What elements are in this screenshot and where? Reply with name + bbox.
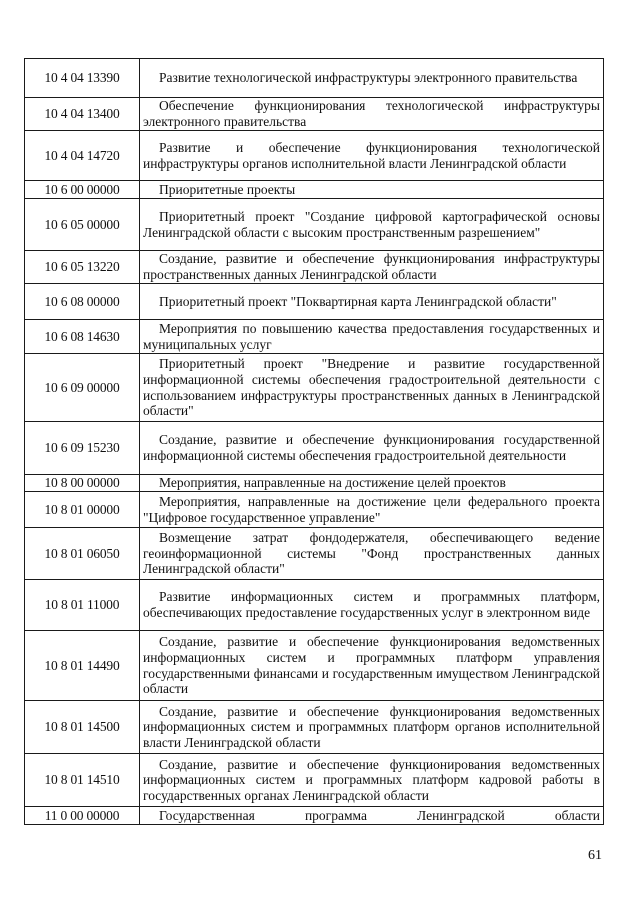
- table-row: [25, 580, 604, 631]
- page-number: 61: [588, 848, 602, 863]
- table-row: [25, 131, 604, 181]
- description-cell: Обеспечение функционирования технологической инфраструктуры электронного правительства: [140, 98, 604, 131]
- description-cell: Мероприятия, направленные на достижение цели федерального проекта "Цифровое государственное управление": [140, 492, 604, 528]
- table-row: [25, 492, 604, 528]
- code-cell: 10 8 01 11000: [25, 580, 140, 631]
- description-cell: Развитие и обеспечение функционирования технологической инфраструктуры органов исполнительной власти Ленинградской области: [140, 131, 604, 181]
- description-cell: Мероприятия, направленные на достижение целей проектов: [140, 475, 604, 492]
- code-cell: 10 6 08 14630: [25, 320, 140, 354]
- table-row: [25, 701, 604, 754]
- code-cell: 10 8 01 06050: [25, 528, 140, 580]
- table-row: [25, 528, 604, 580]
- code-cell: 10 4 04 13390: [25, 59, 140, 98]
- description-cell: Создание, развитие и обеспечение функционирования инфраструктуры пространственных данных Ленинградской области: [140, 251, 604, 284]
- description-cell: Создание, развитие и обеспечение функционирования ведомственных информационных систем и программных платформ кадровой работы в государственных органах Ленинградской области: [140, 754, 604, 807]
- code-cell: 10 6 09 15230: [25, 422, 140, 475]
- code-cell: 10 8 01 14510: [25, 754, 140, 807]
- code-cell: 10 6 00 00000: [25, 181, 140, 199]
- table-row: [25, 251, 604, 284]
- code-cell: 10 4 04 14720: [25, 131, 140, 181]
- description-cell: Возмещение затрат фондодержателя, обеспечивающего ведение геоинформационной системы "Фонд пространственных данных Ленинградской области": [140, 528, 604, 580]
- code-cell: 10 8 01 14500: [25, 701, 140, 754]
- code-cell: 10 6 09 00000: [25, 354, 140, 422]
- budget-codes-table: [24, 58, 604, 825]
- table-row: [25, 181, 604, 199]
- description-cell: Приоритетные проекты: [140, 181, 604, 199]
- table-row: [25, 807, 604, 825]
- description-cell: Приоритетный проект "Поквартирная карта Ленинградской области": [140, 284, 604, 320]
- table-row: [25, 754, 604, 807]
- description-cell: Мероприятия по повышению качества предоставления государственных и муниципальных услуг: [140, 320, 604, 354]
- table-row: [25, 98, 604, 131]
- table-row: [25, 320, 604, 354]
- description-cell: Государственная программа Ленинградской области: [140, 807, 604, 825]
- code-cell: 10 6 08 00000: [25, 284, 140, 320]
- code-cell: 10 6 05 13220: [25, 251, 140, 284]
- table-row: [25, 284, 604, 320]
- table-row: [25, 199, 604, 251]
- code-cell: 10 4 04 13400: [25, 98, 140, 131]
- table-row: [25, 422, 604, 475]
- table-row: [25, 59, 604, 98]
- description-cell: Приоритетный проект "Внедрение и развитие государственной информационной системы обеспечения градостроительной деятельности с использованием инфраструктуры пространственных данных в Ленинградской области": [140, 354, 604, 422]
- code-cell: 10 8 01 00000: [25, 492, 140, 528]
- code-cell: 10 8 00 00000: [25, 475, 140, 492]
- description-cell: Развитие информационных систем и программных платформ, обеспечивающих предоставление государственных услуг в электронном виде: [140, 580, 604, 631]
- description-cell: Создание, развитие и обеспечение функционирования ведомственных информационных систем и программных платформ управления государственными финансами и государственным имуществом Ленинградской области: [140, 631, 604, 701]
- description-cell: Приоритетный проект "Создание цифровой картографической основы Ленинградской области с высоким пространственным разрешением": [140, 199, 604, 251]
- code-cell: 10 6 05 00000: [25, 199, 140, 251]
- description-cell: Развитие технологической инфраструктуры электронного правительства: [140, 59, 604, 98]
- table-row: [25, 475, 604, 492]
- code-cell: 11 0 00 00000: [25, 807, 140, 825]
- table-row: [25, 354, 604, 422]
- description-cell: Создание, развитие и обеспечение функционирования ведомственных информационных систем и программных платформ органов исполнительной власти Ленинградской области: [140, 701, 604, 754]
- description-cell: Создание, развитие и обеспечение функционирования государственной информационной системы обеспечения градостроительной деятельности: [140, 422, 604, 475]
- code-cell: 10 8 01 14490: [25, 631, 140, 701]
- table-row: [25, 631, 604, 701]
